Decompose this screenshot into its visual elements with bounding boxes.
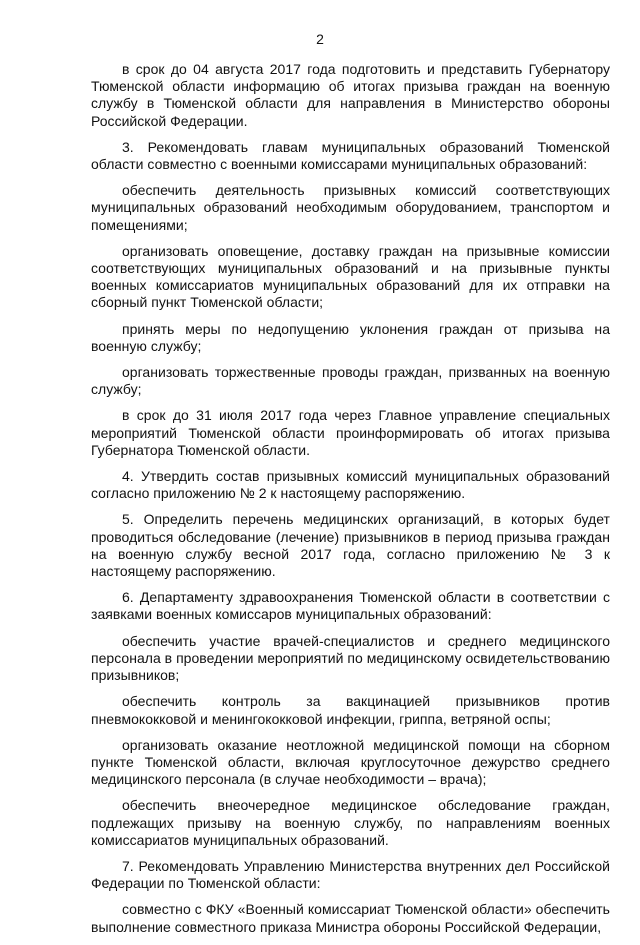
paragraph-item-4: 4. Утвердить состав призывных комиссий муниципальных образований согласно приложению № 2 к настоящему распоряжению. <box>91 468 610 502</box>
paragraph-emergency-care: организовать оказание неотложной медицинской помощи на сборном пункте Тюменской области, включая круглосуточное дежурство среднего медицинского персонала (в случае необходимости – врача); <box>91 736 610 788</box>
paragraph-organize-notification: организовать оповещение, доставку граждан на призывные комиссии соответствующих муниципальных образований и на призывные пункты военных комиссариатов муниципальных образований для их отправки на сборный пункт Тюменской области; <box>91 242 610 311</box>
paragraph-report-deadline: в срок до 04 августа 2017 года подготовить и представить Губернатору Тюменской области информацию об итогах призыва граждан на военную службу в Тюменской области для направления в Министерство обороны Российской Федерации. <box>91 61 610 129</box>
paragraph-item-6: 6. Департаменту здравоохранения Тюменской области в соответствии с заявками военных комиссаров муниципальных образований: <box>91 589 610 623</box>
paragraph-joint-order: совместно с ФКУ «Военный комиссариат Тюменской области» обеспечить выполнение совместного приказа Министра обороны Российской Федерации, <box>91 901 610 935</box>
paragraph-item-3: 3. Рекомендовать главам муниципальных образований Тюменской области совместно с военными комиссарами муниципальных образований: <box>91 138 610 173</box>
paragraph-farewell-ceremony: организовать торжественные проводы граждан, призванных на военную службу; <box>91 364 610 398</box>
paragraph-vaccination-control: обеспечить контроль за вакцинацией призывников против пневмококковой и менингококковой инфекции, гриппа, ветряной оспы; <box>91 693 610 727</box>
paragraph-medical-examination: обеспечить внеочередное медицинское обследование граждан, подлежащих призыву на военную службу, по направлениям военных комиссариатов муниципальных образований. <box>91 797 610 848</box>
paragraph-prevent-evasion: принять меры по недопущению уклонения граждан от призыва на военную службу; <box>91 320 610 354</box>
paragraph-provide-equipment: обеспечить деятельность призывных комиссий соответствующих муниципальных образований необходимым оборудованием, транспортом и помещениями; <box>91 182 610 233</box>
document-body <box>91 61 610 945</box>
paragraph-item-5: 5. Определить перечень медицинских организаций, в которых будет проводиться обследование (лечение) призывников в период призыва граждан на военную службу весной 2017 года, согласно приложению № 3 к настоящему распоряжению. <box>91 511 610 580</box>
paragraph-item-7: 7. Рекомендовать Управлению Министерства внутренних дел Российской Федерации по Тюменской области: <box>91 857 610 892</box>
page-number: 2 <box>316 31 324 47</box>
paragraph-inform-governor: в срок до 31 июля 2017 года через Главное управление специальных мероприятий Тюменской области проинформировать об итогах призыва Губернатора Тюменской области. <box>91 407 610 458</box>
paragraph-medical-participation: обеспечить участие врачей-специалистов и среднего медицинского персонала в проведении мероприятий по медицинскому освидетельствованию призывников; <box>91 632 610 684</box>
